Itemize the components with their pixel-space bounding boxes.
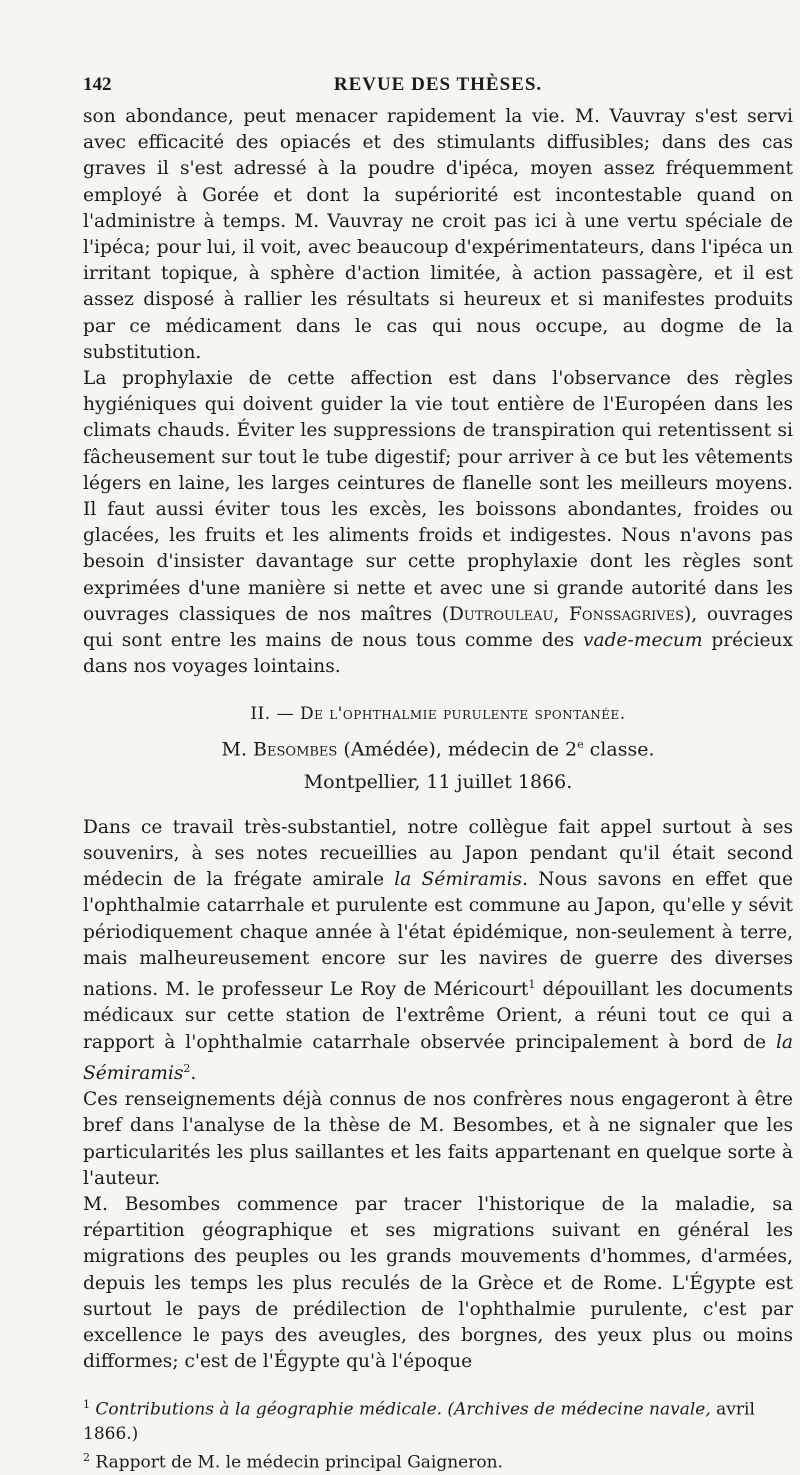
paragraph-3: Dans ce travail très-substantiel, notre collègue fait appel surtout à ses souvenirs, à ses notes recueillies au Japon pendant qu'il était second médecin de la frégate amirale la Sémiramis. Nous savons en effet que l'ophthalmie catarrhale et purulente est commune au Japon, qu'elle y sévit périodiquement chaque année à l'état épidémique, non-seulement à terre, mais malheureusement encore sur les navires de guerre des diverses nations. M. le professeur Le Roy de Méricourt$^1$ dépouillant les documents médicaux sur cette station de l'extrême Orient, a réuni tout ce qui a rapport à l'ophthalmie catarrhale observée principalement à bord de la Sémiramis$^2$. [83, 816, 793, 1084]
running-title: REVUE DES THÈSES. [333, 74, 543, 95]
paragraph-5: M. Besombes commence par tracer l'historique de la maladie, sa répartition géographique et ses migrations suivant en général les migrations des peuples ou les grands mouvements d'hommes, d'armées, depuis les temps les plus reculés de la Grèce et de Rome. L'Égypte est surtout le pays de prédilection de l'ophthalmie purulente, c'est par excellence le pays des aveugles, des borgnes, des yeux plus ou moins difformes; c'est de l'Égypte qu'à l'époque [83, 1194, 793, 1373]
author-names: Dutrouleau, Fonssagrives [449, 603, 685, 625]
page-header [83, 68, 793, 104]
section-heading: II. — De l'ophthalmie purulente spontanée. [250, 704, 626, 725]
footnotes [83, 1393, 793, 1474]
thesis-date: Montpellier, 11 juillet 1866. [303, 770, 573, 793]
footnote-ref-1[interactable]: 1 [528, 978, 536, 992]
paragraph-2: La prophylaxie de cette affection est dans l'observance des règles hygiéniques qui doivent guider la vie tout entière de l'Européen dans les climats chauds. Éviter les suppressions de transpiration qui retentissent si fâcheusement sur tout le tube digestif; pour arriver à ce but les vêtements légers en laine, les larges ceintures de flanelle sont les meilleurs moyens. Il faut aussi éviter tous les excès, les boissons abondantes, froides ou glacées, les fruits et les aliments froids et indigestes. Nous n'avons pas besoin d'insister davantage sur cette prophylaxie dont les règles sont exprimées d'une manière si nette et avec une si grande autorité dans les ouvrages classiques de nos maîtres (Dutrouleau, Fonssagrives), ouvrages qui sont entre les mains de nous tous comme des vade-mecum précieux dans nos voyages lointains. [83, 368, 794, 678]
thesis-author: M. Besombes (Amédée), médecin de 2e classe. [221, 738, 655, 761]
footnote-ref-2[interactable]: 2 [183, 1061, 191, 1075]
document-page [83, 68, 793, 1475]
paragraph-4: Ces renseignements déjà connus de nos confrères nous engageront à être bref dans l'analyse de la thèse de M. Besombes, et à ne signaler que les particularités les plus saillantes et les faits appartenant en quelque sorte à l'auteur. [83, 1089, 793, 1189]
footnote-1: $^1$ Contributions à la géographie médicale. (Archives de médecine navale, avril 1866.) [83, 1398, 755, 1445]
page-number: 142 [83, 74, 112, 95]
italic-term: vade-mecum [583, 630, 703, 652]
page-body [83, 104, 793, 1375]
paragraph-1: son abondance, peut menacer rapidement la vie. M. Vauvray s'est servi avec efficacité des opiacés et des stimulants diffusibles; dans des cas graves il s'est adressé à la poudre d'ipéca, moyen assez fréquemment employé à Gorée et dont la supériorité est incontestable quand on l'administre à temps. M. Vauvray ne croit pas ici à une vertu spéciale de l'ipéca; pour lui, il voit, avec beaucoup d'expérimentateurs, dans l'ipéca un irritant topique, à sphère d'action limitée, à action passagère, et il est assez disposé à rallier les résultats si heureux et si manifestes produits par ce médicament dans le cas qui nous occupe, au dogme de la substitution. [83, 106, 793, 363]
footnote-2: $^2$ Rapport de M. le médecin principal Gaigneron. [83, 1451, 503, 1473]
